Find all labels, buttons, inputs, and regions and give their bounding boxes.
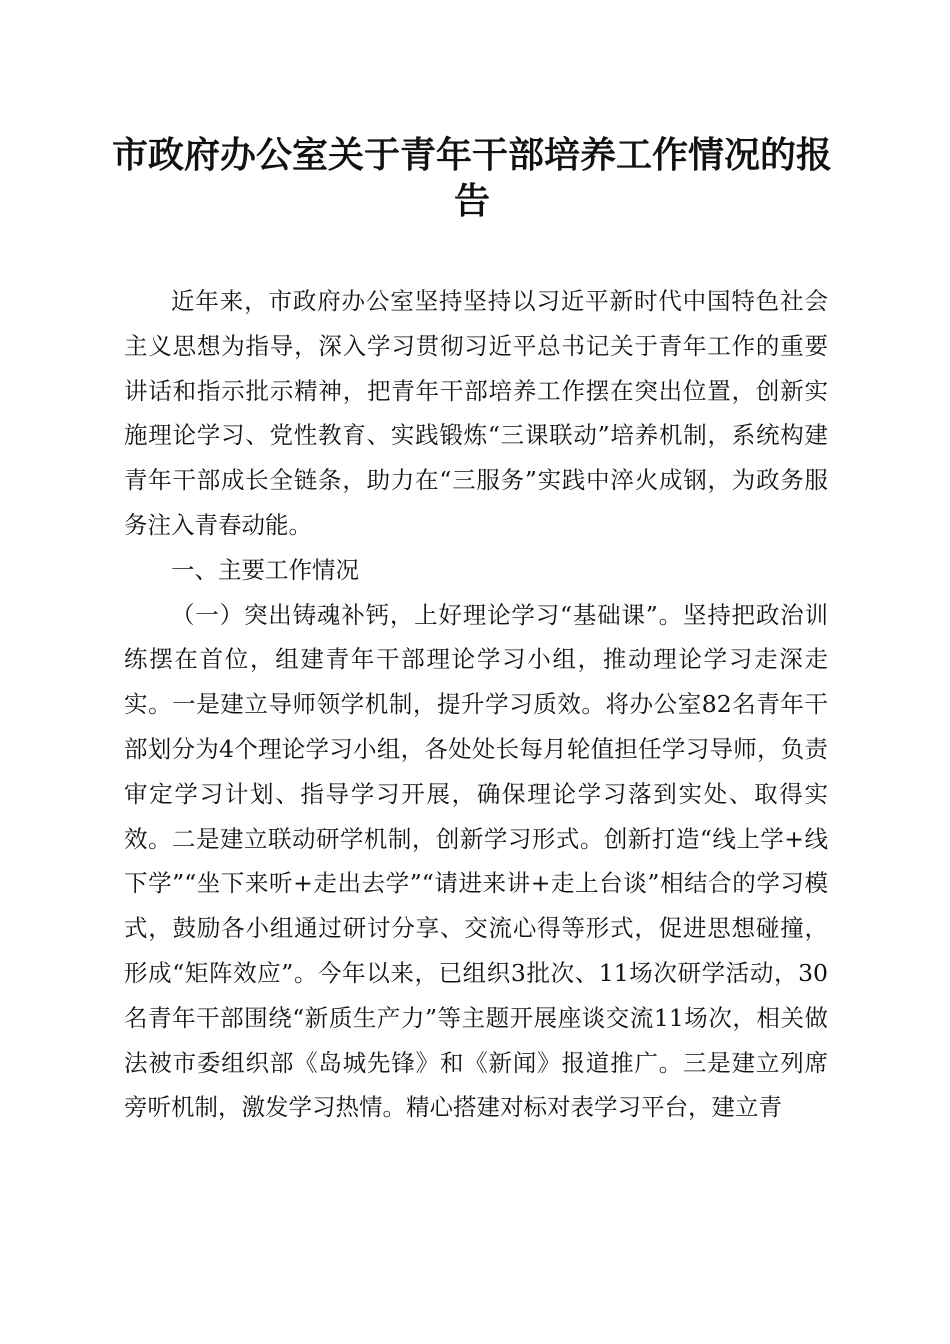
section-paragraph: （一）突出铸魂补钙，上好理论学习“基础课”。坚持把政治训练摆在首位，组建青年干部理论学习小组，推动理论学习走深走实。一是建立导师领学机制，提升学习质效。将办公室82名青年干部划分为4个理论学习小组，各处处长每月轮值担任学习导师，负责审定学习计划、指导学习开展，确保理论学习落到实处、取得实效。二是建立联动研学机制，创新学习形式。创新打造“线上学+线下学”“坐下来听+走出去学”“请进来讲+走上台谈”相结合的学习模式，鼓励各小组通过研讨分享、交流心得等形式，促进思想碰撞，形成“矩阵效应”。今年以来，已组织3批次、11场次研学活动，30名青年干部围绕“新质生产力”等主题开展座谈交流11场次，相关做法被市委组织部《岛城先锋》和《新闻》报道推广。三是建立列席旁听机制，激发学习热情。精心搭建对标对表学习平台，建立青 — [124, 600, 828, 1122]
document-body — [124, 279, 828, 1130]
document-title: 市政府办公室关于青年干部培养工作情况的报告 — [112, 134, 833, 222]
section-heading: 一、主要工作情况 — [171, 555, 359, 584]
intro-paragraph: 近年来，市政府办公室坚持坚持以习近平新时代中国特色社会主义思想为指导，深入学习贯彻习近平总书记关于青年工作的重要讲话和指示批示精神，把青年干部培养工作摆在突出位置，创新实施理论学习、党性教育、实践锻炼“三课联动”培养机制，系统构建青年干部成长全链条，助力在“三服务”实践中淬火成钢，为政务服务注入青春动能。 — [124, 287, 828, 539]
